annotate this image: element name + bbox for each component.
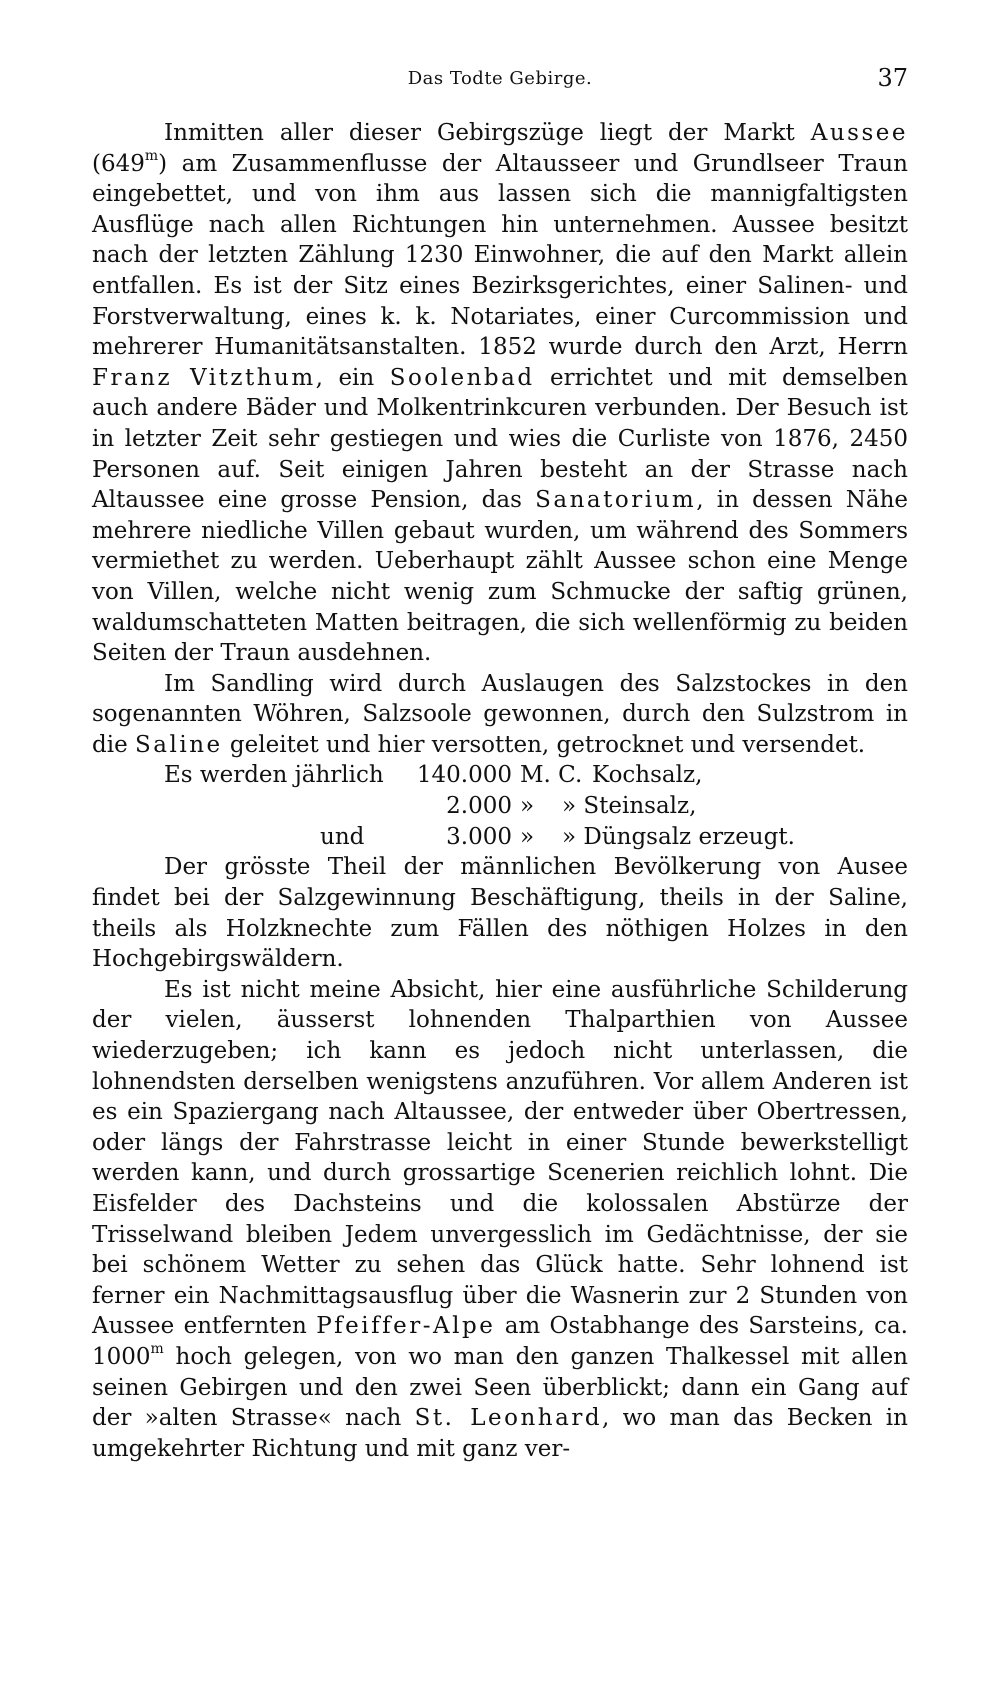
unit-superscript: m xyxy=(150,1341,164,1358)
paragraph-excursions xyxy=(92,975,908,1465)
spaced-name-st-leonhard: St. Leonhard xyxy=(414,1405,603,1432)
unit-superscript: m xyxy=(144,147,159,164)
page-number: 37 xyxy=(877,64,908,92)
stats-row-kochsalz xyxy=(92,760,908,791)
stats-amount: 2.000 xyxy=(446,793,512,820)
stats-unit: M. C. xyxy=(520,762,583,789)
stats-row-duengsalz xyxy=(92,822,908,853)
spaced-name-saline: Saline xyxy=(135,731,223,758)
text-run: , wo man das Becken in umgekehrter Richtung und mit ganz ver- xyxy=(92,1405,908,1462)
spaced-name-sanatorium: Sanatorium xyxy=(535,487,697,514)
text-run: hoch gelegen, von wo man den ganzen Thalkessel mit allen seinen Gebirgen und den zwei Seen überblickt; dann ein Gang auf der »alten Strasse« nach xyxy=(92,1343,908,1432)
paragraph-aussee-overview xyxy=(92,118,908,669)
stats-product: Kochsalz, xyxy=(592,762,703,789)
text-run: Inmitten aller dieser Gebirgszüge liegt der Markt xyxy=(164,120,811,146)
salt-statistics xyxy=(92,760,908,852)
paragraph-salt-production xyxy=(92,669,908,761)
stats-product: » Düngsalz erzeugt. xyxy=(562,823,795,850)
running-title: Das Todte Gebirge. xyxy=(407,68,593,89)
paragraph-population-employment: Der grösste Theil der männlichen Bevölkerung von Ausee findet bei der Salzgewinnung Beschäftigung, theils in der Saline, theils als Holzknechte zum Fällen des nöthigen Holzes in den Hochgebirgswäldern. xyxy=(92,854,908,973)
spaced-name-pfeiffer-alpe: Pfeiffer-Alpe xyxy=(316,1313,496,1340)
spaced-name-aussee: Aussee xyxy=(810,120,908,146)
spaced-name-vitzthum: Franz Vitzthum xyxy=(92,364,316,391)
text-run: errichtet und mit demselben auch andere Bäder und Molkentrinkcuren verbunden. Der Besuch ist in letzter Zeit sehr gestiegen und wies die Curliste von 1876, 2450 Personen auf. Seit einigen Jahren besteht an der Strasse nach Altaussee eine grosse Pension, das xyxy=(92,364,909,514)
stats-row-steinsalz xyxy=(92,791,908,822)
spaced-name-soolenbad: Soolenbad xyxy=(389,364,535,391)
text-run: am Ostabhange des Sarsteins, ca. 1000 xyxy=(92,1313,908,1370)
stats-amount: 140.000 xyxy=(416,762,512,789)
stats-amount: 3.000 xyxy=(446,823,512,850)
running-head xyxy=(92,64,908,94)
stats-conjunction: und xyxy=(320,823,365,850)
stats-lead: Es werden jährlich xyxy=(164,762,384,789)
text-run: Es ist nicht meine Absicht, hier eine ausführliche Schilderung der vielen, äusserst lohnenden Thalparthien von Aussee wiederzugeben; ich kann es jedoch nicht unterlassen, die lohnendsten derselben wenigstens anzuführen. Vor allem Anderen ist es ein Spaziergang nach Altaussee, der entweder über Obertressen, oder längs der Fahrstrasse leicht in einer Stunde bewerkstelligt werden kann, und durch grossartige Scenerien reichlich lohnt. Die Eisfelder des Dachsteins und die kolossalen Abstürze der Trisselwand bleiben Jedem unvergesslich im Gedächtnisse, der sie bei schönem Wetter zu sehen das Glück hatte. Sehr lohnend ist ferner ein Nachmittagsausflug über die Wasnerin zur 2 Stunden von Aussee entfernten xyxy=(92,976,908,1340)
text-run: Im Sandling wird durch Auslaugen des Salzstockes in den sogenannten Wöhren, Salzsoole gewonnen, durch den Sulzstrom in die xyxy=(92,670,908,758)
text-run: ) am Zusammenflusse der Altausseer und Grundlseer Traun eingebettet, und von ihm aus lassen sich die mannigfaltigsten Ausflüge nach allen Richtungen hin unternehmen. Aussee besitzt nach der letzten Zählung 1230 Einwohner, die auf den Markt allein entfallen. Es ist der Sitz eines Bezirksgerichtes, einer Salinen- und Forstverwaltung, eines k. k. Notariates, einer Curcommission und mehrerer Humanitätsanstalten. 1852 wurde durch den Arzt, Herrn xyxy=(92,150,908,361)
text-run: , in dessen Nähe mehrere niedliche Villen gebaut wurden, um während des Sommers vermiethet zu werden. Ueberhaupt zählt Aussee schon eine Menge von Villen, welche nicht wenig zum Schmucke der saftig grünen, waldumschatteten Matten beitragen, die sich wellenförmig zu beiden Seiten der Traun ausdehnen. xyxy=(92,487,909,667)
text-run: (649 xyxy=(92,150,145,177)
stats-product: » Steinsalz, xyxy=(562,793,697,820)
stats-unit: » xyxy=(520,793,535,820)
text-run: , ein xyxy=(315,364,390,391)
stats-unit: » xyxy=(520,823,535,850)
body-text xyxy=(92,118,908,1464)
text-run: geleitet und hier versotten, getrocknet und versendet. xyxy=(222,731,866,758)
